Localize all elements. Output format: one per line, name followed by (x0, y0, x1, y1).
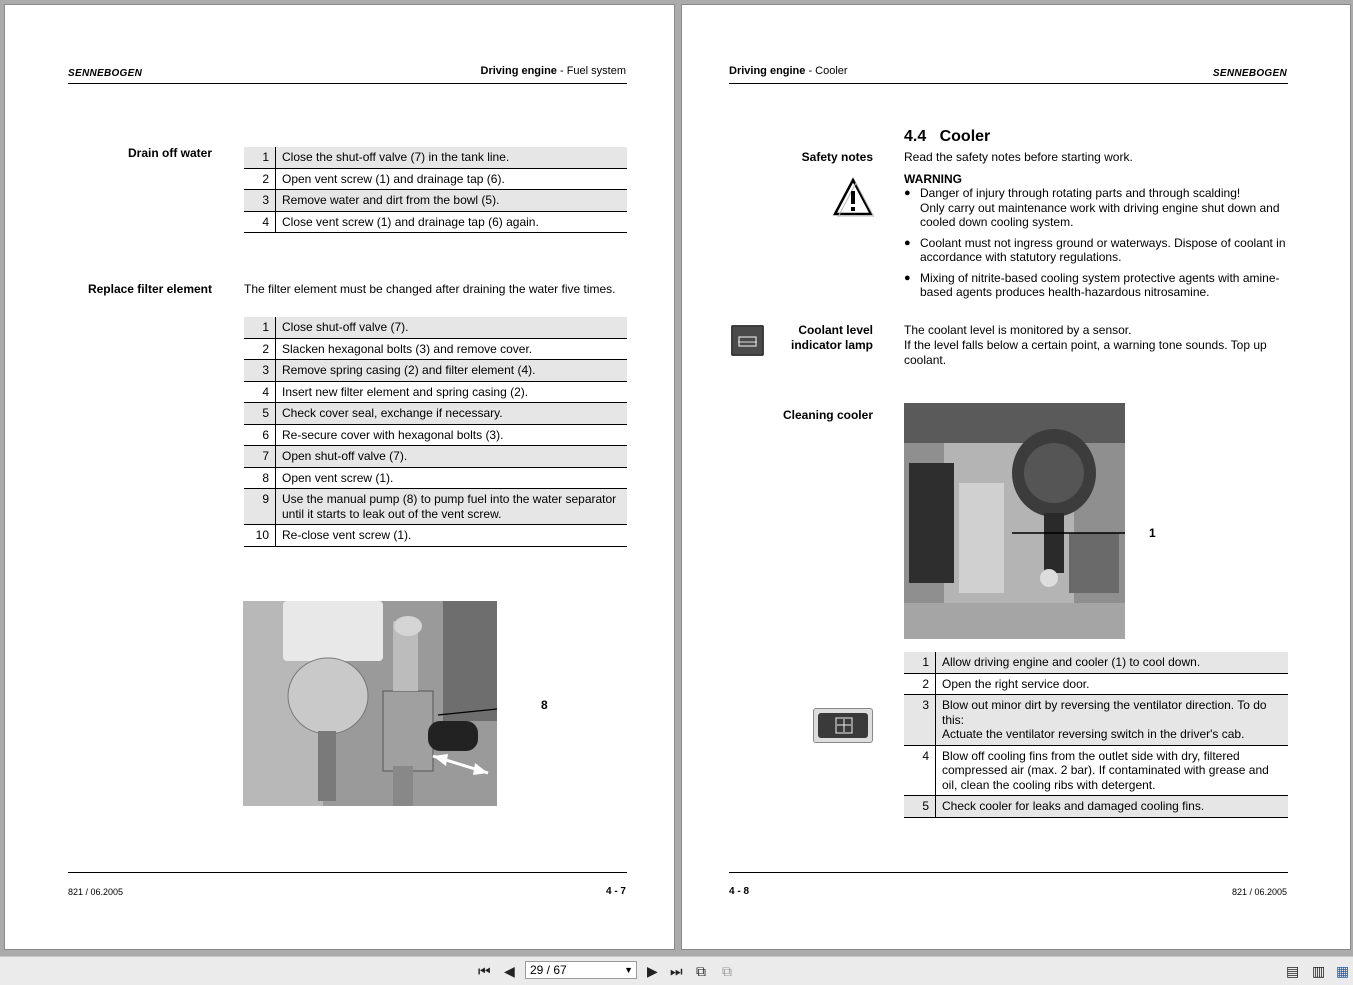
step-text-main: Check cover seal, exchange if necessary. (282, 406, 503, 420)
step-number: 3 (244, 190, 276, 212)
step-text-extra: Actuate the ventilator reversing switch in the driver's cab. (942, 727, 1245, 741)
step-number: 2 (904, 673, 936, 695)
warning-bullet: ● Coolant must not ingress ground or waterways. Dispose of coolant in accordance with statutory regulations. (904, 236, 1289, 265)
step-text-main: Check cooler for leaks and damaged cooling fins. (942, 799, 1205, 813)
table-row (244, 424, 627, 446)
safety-text: Read the safety notes before starting work. (904, 150, 1133, 164)
footer-rule (729, 872, 1288, 873)
step-text-main: Open vent screw (1). (282, 470, 394, 485)
drain-steps-table (244, 147, 627, 233)
step-number: 8 (244, 467, 276, 489)
table-row (244, 403, 627, 425)
table-row (244, 317, 627, 338)
step-text (276, 446, 628, 468)
first-page-icon[interactable]: ⏮ (478, 963, 491, 979)
step-number: 4 (244, 211, 276, 233)
section-title: Cooler (939, 128, 991, 145)
table-row (244, 525, 627, 547)
step-text (276, 211, 628, 233)
replace-label: Replace filter element (87, 282, 212, 296)
table-row (244, 489, 627, 525)
table-row (904, 673, 1288, 695)
step-text-main: Close vent screw (1) and drainage tap (6) again. (282, 214, 539, 229)
step-number: 1 (244, 317, 276, 338)
step-text-main: Remove spring casing (2) and filter element (4). (282, 363, 536, 377)
coolant-label: Coolant level indicator lamp (790, 323, 873, 352)
table-row (244, 446, 627, 468)
step-text (276, 403, 628, 425)
step-text (276, 147, 628, 168)
table-row (904, 695, 1288, 746)
footer-page-number: 4 - 8 (729, 886, 750, 897)
step-text-main: Use the manual pump (8) to pump fuel into the water separator until it starts to leak out of the vent screw. (282, 492, 617, 521)
page-number-field[interactable] (525, 961, 637, 979)
step-number: 10 (244, 525, 276, 547)
step-text-main: Re-secure cover with hexagonal bolts (3). (282, 427, 504, 442)
step-text (276, 338, 628, 360)
header-section: Driving engine (480, 65, 557, 77)
next-page-icon[interactable]: ▶ (647, 963, 658, 979)
step-number: 3 (244, 360, 276, 382)
step-number: 9 (244, 489, 276, 525)
step-number: 5 (244, 403, 276, 425)
step-text (276, 190, 628, 212)
header-rule (68, 83, 627, 84)
step-number: 5 (904, 796, 936, 818)
step-number: 4 (904, 745, 936, 796)
section-number: 4.4 (904, 128, 927, 145)
step-text (276, 360, 628, 382)
go-forward-icon[interactable]: ⧉ (722, 963, 732, 979)
section-heading (904, 128, 990, 146)
step-text-main: Open vent screw (1) and drainage tap (6). (282, 171, 505, 186)
table-row (904, 652, 1288, 673)
photo-callout-1: 1 (1149, 526, 1156, 540)
warning-title: WARNING (904, 172, 962, 186)
step-number: 2 (244, 338, 276, 360)
step-text-main: Remove water and dirt from the bowl (5). (282, 193, 500, 207)
table-row (904, 796, 1288, 818)
step-text-main: Close the shut-off valve (7) in the tank line. (282, 150, 510, 164)
step-text (936, 796, 1289, 818)
single-page-view-icon[interactable]: ▤ (1286, 963, 1300, 979)
step-text (276, 168, 628, 190)
step-text-main: Insert new filter element and spring casing (2). (282, 384, 529, 399)
fuel-filter-photo (243, 601, 497, 806)
table-row (244, 381, 627, 403)
warning-triangle-icon (832, 177, 874, 217)
footer-rule (68, 872, 627, 873)
footer-doc: 821 / 06.2005 (68, 887, 124, 897)
viewer-toolbar (0, 956, 1353, 985)
step-text-main: Close shut-off valve (7). (282, 320, 409, 334)
page-indicator: 29 / 67 (530, 963, 567, 977)
step-text (936, 673, 1289, 695)
table-row (244, 168, 627, 190)
step-text (936, 745, 1289, 796)
footer-doc: 821 / 06.2005 (1231, 887, 1287, 897)
chevron-down-icon[interactable]: ▼ (624, 965, 633, 975)
step-text (276, 381, 628, 403)
table-row (244, 147, 627, 168)
facing-view-icon[interactable]: ▦ (1336, 963, 1350, 979)
replace-intro: The filter element must be changed after draining the water five times. (244, 282, 616, 296)
drain-label: Drain off water (127, 146, 212, 160)
header-section: Driving engine (729, 65, 806, 77)
step-number: 1 (904, 652, 936, 673)
right-page (681, 4, 1351, 950)
warning-bullet: ● Danger of injury through rotating parts and through scalding! Only carry out maintenance work with driving engine shut down and cooled down cooling system. (904, 186, 1289, 230)
step-text (276, 489, 628, 525)
step-text-main: Open shut-off valve (7). (282, 449, 408, 463)
header-subsection: - Fuel system (556, 65, 626, 77)
header-subsection: - Cooler (805, 65, 848, 77)
step-text (276, 467, 628, 489)
step-number: 3 (904, 695, 936, 746)
footer-page-number: 4 - 7 (605, 886, 626, 897)
table-row (244, 211, 627, 233)
step-text-main: Blow off cooling fins from the outlet side with dry, filtered compressed air (max. 2 bar). If contaminated with grease and oil, clean the cooling ribs with detergent. (942, 748, 1269, 792)
warning-list (904, 186, 1289, 306)
ventilator-switch-icon (813, 708, 873, 743)
step-number: 6 (244, 424, 276, 446)
step-text-main: Slacken hexagonal bolts (3) and remove cover. (282, 341, 533, 356)
sennebogen-logo: SENNEBOGEN (1212, 68, 1287, 79)
table-row (244, 190, 627, 212)
replace-steps-table (244, 317, 627, 547)
coolant-text: The coolant level is monitored by a sensor. If the level falls below a certain point, a warning tone sounds. Top up coolant. (904, 323, 1267, 367)
header-rule (729, 83, 1288, 84)
step-number: 2 (244, 168, 276, 190)
table-row (244, 360, 627, 382)
warning-bullet: ● Mixing of nitrite-based cooling system protective agents with amine-based agents produces health-hazardous nitrosamine. (904, 271, 1289, 300)
step-number: 4 (244, 381, 276, 403)
cleaning-steps-table (904, 652, 1288, 818)
left-page (4, 4, 675, 950)
step-text (276, 317, 628, 338)
photo-callout-8: 8 (541, 698, 548, 712)
continuous-view-icon[interactable]: ▥ (1312, 963, 1326, 979)
last-page-icon[interactable]: ⏭ (670, 963, 683, 979)
step-text (936, 695, 1289, 746)
table-row (904, 745, 1288, 796)
step-text (936, 652, 1289, 673)
sennebogen-logo: SENNEBOGEN (68, 68, 143, 79)
table-row (244, 338, 627, 360)
cooler-illustration (904, 403, 1125, 639)
step-number: 1 (244, 147, 276, 168)
step-text (276, 525, 628, 547)
step-text-main: Open the right service door. (942, 676, 1090, 691)
step-text-main: Allow driving engine and cooler (1) to cool down. (942, 655, 1201, 669)
step-text-main: Blow out minor dirt by reversing the ventilator direction. To do this: (942, 698, 1267, 727)
cleaning-label: Cleaning cooler (782, 408, 873, 422)
table-row (244, 467, 627, 489)
safety-label: Safety notes (801, 150, 873, 164)
step-text (276, 424, 628, 446)
page-header (481, 65, 626, 77)
step-text-main: Re-close vent screw (1). (282, 528, 412, 542)
go-back-icon[interactable]: ⧉ (696, 963, 706, 979)
cooler-photo (904, 403, 1125, 639)
prev-page-icon[interactable]: ◀ (504, 963, 515, 979)
page-header (729, 65, 848, 77)
fan-reverse-icon (814, 709, 872, 742)
step-number: 7 (244, 446, 276, 468)
fuel-filter-illustration (243, 601, 497, 806)
